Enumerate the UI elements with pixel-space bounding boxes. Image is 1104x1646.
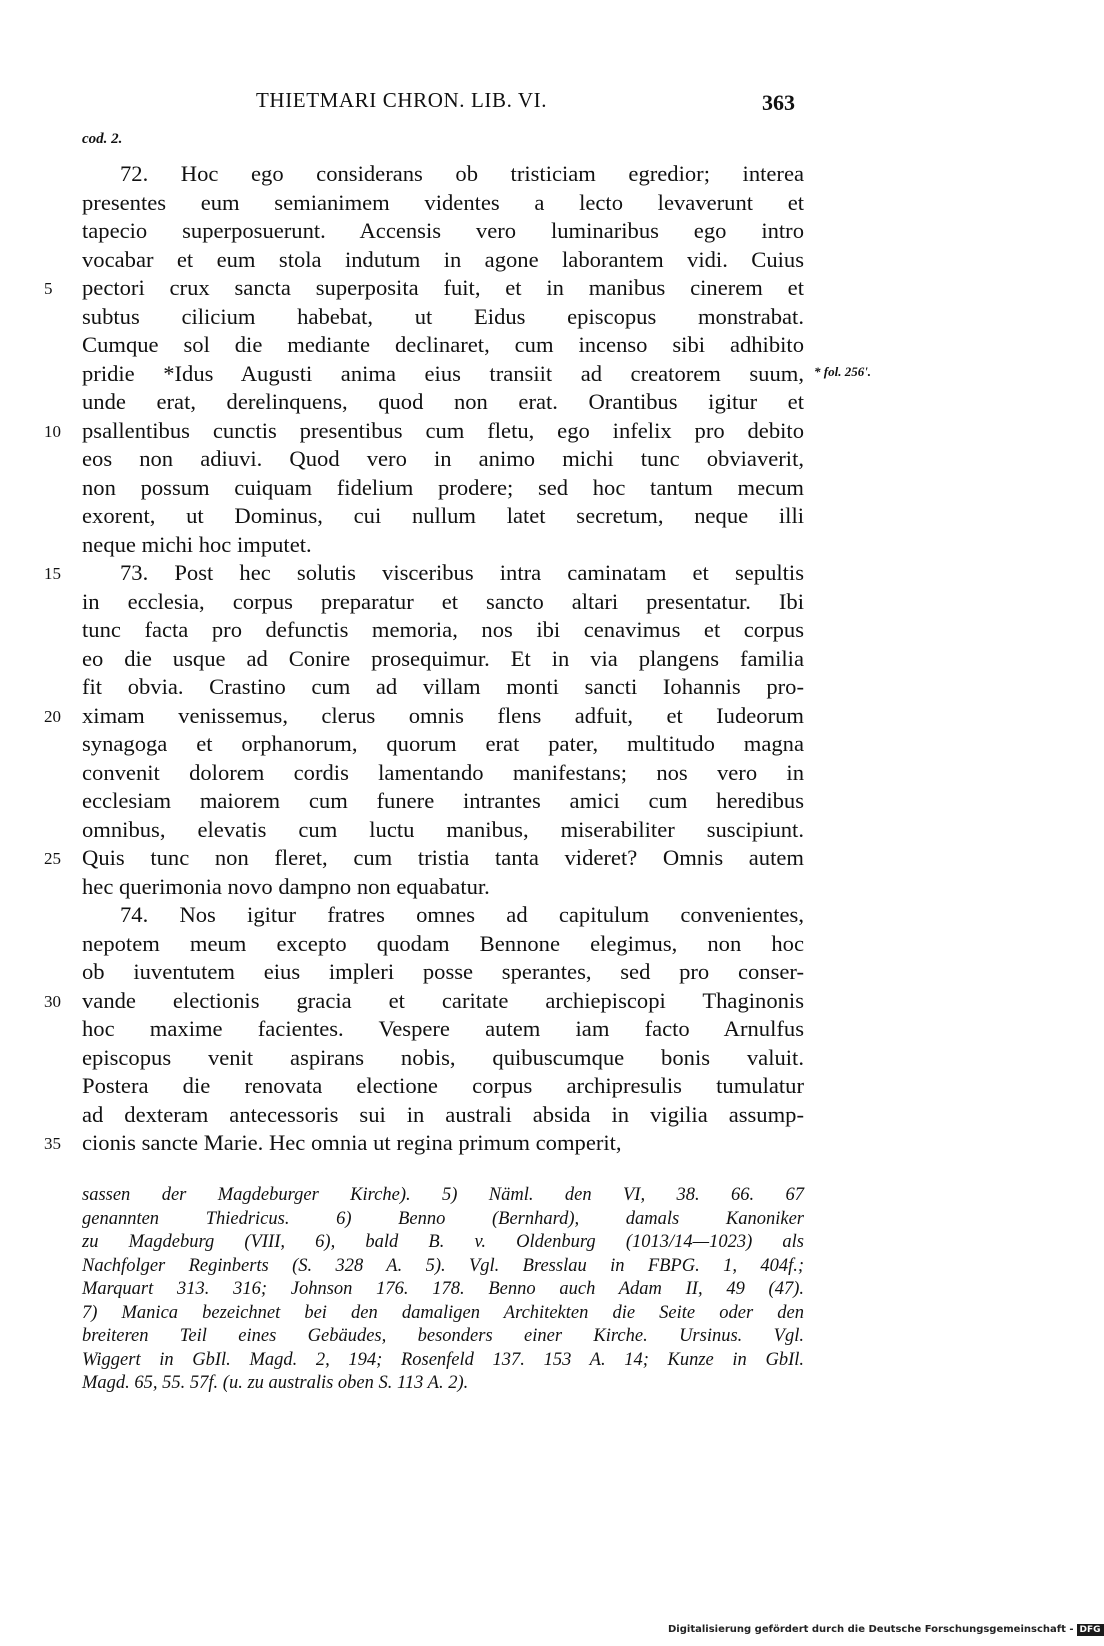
footnote-line: sassen der Magdeburger Kirche). 5) Näml. den VI, 38. 66. 67 xyxy=(82,1185,804,1205)
text-line xyxy=(82,958,804,987)
text-line xyxy=(82,445,804,474)
line-text: neque michi hoc imputet. xyxy=(82,531,312,557)
line-text: eos non adiuvi. Quod vero in animo michi tunc obviaverit, xyxy=(82,446,804,471)
line-text: pectori crux sancta superposita fuit, et in manibus cinerem et xyxy=(82,275,804,300)
line-text: omnibus, elevatis cum luctu manibus, miserabiliter suscipiunt. xyxy=(82,816,804,842)
line-text: ad dexteram antecessoris sui in australi absida in vigilia assump- xyxy=(82,1101,804,1127)
text-line xyxy=(82,217,804,246)
text-line xyxy=(82,616,804,645)
footnote-line: Nachfolger Reginberts (S. 328 A. 5). Vgl. Bresslau in FBPG. 1, 404f.; xyxy=(82,1255,804,1276)
line-text: hec querimonia novo dampno non equabatur. xyxy=(82,873,490,899)
line-number: 15 xyxy=(44,564,61,583)
line-text: Quis tunc non fleret, cum tristia tanta videret? Omnis autem xyxy=(82,845,804,870)
footnote-line: zu Magdeburg (VIII, 6), bald B. v. Oldenburg (1013/14—1023) als xyxy=(82,1232,804,1252)
text-line xyxy=(82,1101,804,1130)
line-text: hoc maxime facientes. Vespere autem iam facto Arnulfus xyxy=(82,1016,804,1041)
line-text: fit obvia. Crastino cum ad villam monti sancti Iohannis pro- xyxy=(82,674,804,699)
footnote-line: genannten Thiedricus. 6) Benno (Bernhard), damals Kanoniker xyxy=(82,1208,804,1229)
text-line xyxy=(82,189,804,218)
text-line xyxy=(82,246,804,275)
dfg-logo-icon: DFG xyxy=(1077,1624,1104,1636)
text-line xyxy=(82,160,804,189)
text-line xyxy=(44,417,804,446)
line-text: in ecclesia, corpus preparatur et sancto altari presentatur. Ibi xyxy=(82,588,804,614)
text-line xyxy=(44,559,804,588)
line-text: ecclesiam maiorem cum funere intrantes amici cum heredibus xyxy=(82,788,804,813)
text-line xyxy=(82,816,804,845)
text-line xyxy=(82,502,804,531)
page-number: 363 xyxy=(762,90,795,115)
line-text: ximam venissemus, clerus omnis flens adfuit, et Iudeorum xyxy=(82,702,804,728)
line-number: 5 xyxy=(44,279,53,298)
text-line xyxy=(82,873,804,902)
line-number: 25 xyxy=(44,849,61,868)
text-line xyxy=(44,987,804,1016)
line-text: psallentibus cunctis presentibus cum fletu, ego infelix pro debito xyxy=(82,417,804,443)
text-line xyxy=(82,1072,804,1101)
text-line xyxy=(82,730,804,759)
text-line xyxy=(82,360,804,389)
text-line xyxy=(82,531,804,560)
text-line xyxy=(82,1044,804,1073)
line-text: 74. Nos igitur fratres omnes ad capitulum convenientes, xyxy=(120,902,804,927)
text-line xyxy=(82,759,804,788)
text-line xyxy=(44,1129,804,1158)
text-line xyxy=(82,901,804,930)
running-title: THIETMARI CHRON. LIB. VI. xyxy=(256,88,548,112)
line-text: non possum cuiquam fidelium prodere; sed hoc tantum mecum xyxy=(82,474,804,500)
digitization-credit xyxy=(668,1624,1104,1636)
line-text: Cumque sol die mediante declinaret, cum incenso sibi adhibito xyxy=(82,332,804,357)
text-line xyxy=(82,645,804,674)
text-line xyxy=(82,588,804,617)
credit-text: Digitalisierung gefördert durch die Deutsche Forschungsgemeinschaft - xyxy=(668,1624,1074,1635)
line-text: nepotem meum excepto quodam Bennone elegimus, non hoc xyxy=(82,930,804,956)
text-line xyxy=(82,331,804,360)
line-text: subtus cilicium habebat, ut Eidus episcopus monstrabat. xyxy=(82,303,804,329)
folio-margin-note: * fol. 256'. xyxy=(814,364,872,379)
line-text: tapecio superposuerunt. Accensis vero luminaribus ego intro xyxy=(82,218,804,243)
line-text: unde erat, derelinquens, quod non erat. Orantibus igitur et xyxy=(82,389,804,414)
text-line xyxy=(44,702,804,731)
main-text-block xyxy=(44,160,804,1158)
footnote-line: Marquart 313. 316; Johnson 176. 178. Benno auch Adam II, 49 (47). xyxy=(82,1279,804,1299)
line-text: Postera die renovata electione corpus archipresulis tumulatur xyxy=(82,1073,804,1098)
line-text: cionis sancte Marie. Hec omnia ut regina primum comperit, xyxy=(82,1130,622,1155)
line-text: vande electionis gracia et caritate archiepiscopi Thaginonis xyxy=(82,987,804,1013)
footnote-line: breiteren Teil eines Gebäudes, besonders einer Kirche. Ursinus. Vgl. xyxy=(82,1326,804,1346)
text-line xyxy=(44,844,804,873)
line-number: 30 xyxy=(44,991,61,1011)
line-text: synagoga et orphanorum, quorum erat pater, multitudo magna xyxy=(82,731,804,756)
footnote-line: Magd. 65, 55. 57f. (u. zu australis oben S. 113 A. 2). xyxy=(82,1373,469,1393)
line-number: 20 xyxy=(44,706,61,726)
line-text: presentes eum semianimem videntes a lecto levaverunt et xyxy=(82,189,804,215)
text-line xyxy=(82,388,804,417)
line-text: tunc facta pro defunctis memoria, nos ibi cenavimus et corpus xyxy=(82,617,804,642)
text-line xyxy=(82,673,804,702)
line-text: eo die usque ad Conire prosequimur. Et in via plangens familia xyxy=(82,645,804,671)
line-text: 72. Hoc ego considerans ob tristiciam egredior; interea xyxy=(120,161,804,186)
line-text: exorent, ut Dominus, cui nullum latet secretum, neque illi xyxy=(82,503,804,528)
line-text: episcopus venit aspirans nobis, quibuscumque bonis valuit. xyxy=(82,1044,804,1070)
text-line xyxy=(82,930,804,959)
text-line xyxy=(82,787,804,816)
line-number: 35 xyxy=(44,1134,61,1153)
footnote-line: 7) Manica bezeichnet bei den damaligen Architekten die Seite oder den xyxy=(82,1302,804,1323)
footnotes-block xyxy=(82,1184,804,1396)
text-line xyxy=(44,274,804,303)
page-header xyxy=(0,88,1000,128)
codex-note: cod. 2. xyxy=(82,131,123,147)
line-text: vocabar et eum stola indutum in agone laborantem vidi. Cuius xyxy=(82,246,804,272)
text-line xyxy=(82,1015,804,1044)
line-text: ob iuventutem eius impleri posse sperantes, sed pro conser- xyxy=(82,959,804,984)
line-number: 10 xyxy=(44,421,61,441)
line-text: 73. Post hec solutis visceribus intra caminatam et sepultis xyxy=(120,560,804,585)
line-text: convenit dolorem cordis lamentando manifestans; nos vero in xyxy=(82,759,804,785)
line-text: pridie *Idus Augusti anima eius transiit ad creatorem suum, xyxy=(82,360,804,386)
text-line xyxy=(82,303,804,332)
footnote-line: Wiggert in GbIl. Magd. 2, 194; Rosenfeld 137. 153 A. 14; Kunze in GbIl. xyxy=(82,1349,804,1370)
text-line xyxy=(82,474,804,503)
